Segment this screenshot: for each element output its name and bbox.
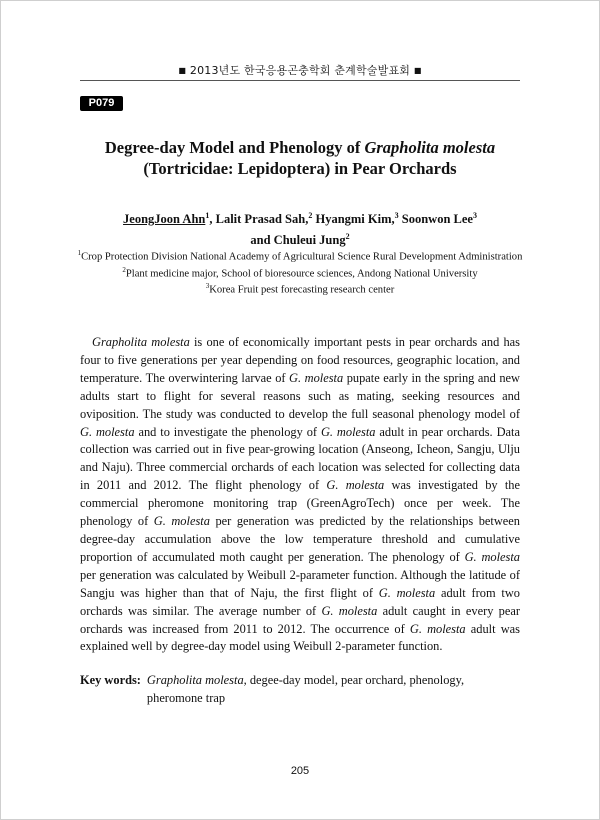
abstract-italic: G. molesta [80,424,135,439]
author-list [60,207,540,249]
poster-id-badge: P079 [80,96,123,111]
affiliation-sup: 1 [77,249,82,257]
header-bullet-right: ■ [413,66,422,75]
title-line-1 [60,137,540,158]
title-line-2: (Tortricidae: Lepidoptera) in Pear Orchards [143,159,457,178]
author-affil-sup: 1 [205,211,210,220]
abstract-text: per generation was calculated by Weibull 2-parameter function. Although the latitude of Sangju was higher than that of Naju, the first flight of [80,567,520,600]
affiliation-sup: 3 [205,282,210,291]
affiliation-item [70,247,530,264]
abstract-italic: G. molesta [321,603,378,618]
abstract-italic: G. molesta [320,424,376,439]
author-name: JeongJoon Ahn [123,212,206,227]
conference-header [0,62,600,78]
abstract-text: is one of economically important pests in pear orchards and has four to five generations per year depending on food resources, geographic location, and temperature. The overwintering larvae of [80,335,521,385]
author-affil-sup: 3 [472,211,477,220]
abstract-italic: G. molesta [409,621,466,636]
abstract-text: was investigated by the commercial pheromone monitoring trap (GreenAgroTech) once per week. The phenology of [80,478,520,529]
affiliation-item [70,264,530,281]
abstract-text: and to investigate the phenology of [134,424,321,439]
keyword-rest: degee-day model, pear orchard, phenology, pheromone trap [146,673,465,705]
author-name: and Chuleui Jung [250,233,346,248]
affiliation-text: Crop Protection Division National Academy of Agricultural Science Rural Development Administration [81,251,523,263]
abstract-italic: G. molesta [153,514,210,529]
abstract-text: adult in pear orchards. Data collection was carried out in five pear-growing location (Anseong, Icheon, Sangju, Ulju and Naju). Three commercial orchards of each location was selected for collecting data in 2011 and 2012. The flight phenology of [80,424,520,493]
abstract-italic: G. molesta [378,585,436,600]
keywords-list [147,671,520,707]
affiliation-sup: 2 [122,265,126,274]
affiliation-item [70,280,530,297]
author-line-1: JeongJoon Ahn$^1$, Lalit Prasad Sah,$^2$ Hyangmi Kim,$^3$ Soonwon Lee$^3$ [123,211,477,227]
abstract-text: adult caught in every pear orchards was increased from 2011 to 2012. The occurrence of [80,603,520,636]
header-text: 2013년도 한국응용곤충학회 춘계학술발표회 [189,64,411,77]
keyword-species: Grapholita molesta, [146,673,247,687]
header-divider [80,80,520,81]
affiliation-text: Plant medicine major, School of bioresource sciences, Andong National University [125,268,478,280]
abstract-text: adult was explained well by degree-day model using Weibull 2-parameter function. [80,621,520,654]
title-prefix: Degree-day Model and Phenology of [104,138,365,157]
affiliation-text: Korea Fruit pest forecasting research center [209,284,395,296]
author-name: Lalit Prasad Sah, [215,212,309,227]
abstract-body [80,334,520,656]
keywords-label: Key words: [80,673,141,687]
author-affil-sup: 3 [394,211,399,220]
abstract-italic: Grapholita molesta [92,335,190,349]
keywords [80,671,520,707]
paper-title [60,137,540,179]
abstract-italic: G. molesta [326,478,385,493]
abstract-italic: G. molesta [464,549,520,564]
title-species: Grapholita molesta [364,138,496,157]
author-name: Hyangmi Kim, [315,212,395,227]
abstract-text: adult from two orchards was similar. The average number of [80,585,520,618]
abstract-italic: G. molesta [289,370,344,385]
abstract-text: per generation was predicted by the relationships between degree-day accumulation above the low temperature threshold and cumulative proportion of accumulated moth caught per generation. The phenology of [80,514,520,564]
abstract-text: pupate early in the spring and new adults start to flight for several reasons such as mating, seeking resources and oviposition. The study was conducted to develop the full seasonal phenology model of [80,370,520,421]
page-number: 205 [290,765,310,777]
author-affil-sup: 2 [308,211,313,220]
author-name: Soonwon Lee [401,212,473,227]
header-bullet-left: ■ [178,66,187,75]
author-affil-sup: 2 [345,232,350,242]
affiliations [70,247,530,297]
